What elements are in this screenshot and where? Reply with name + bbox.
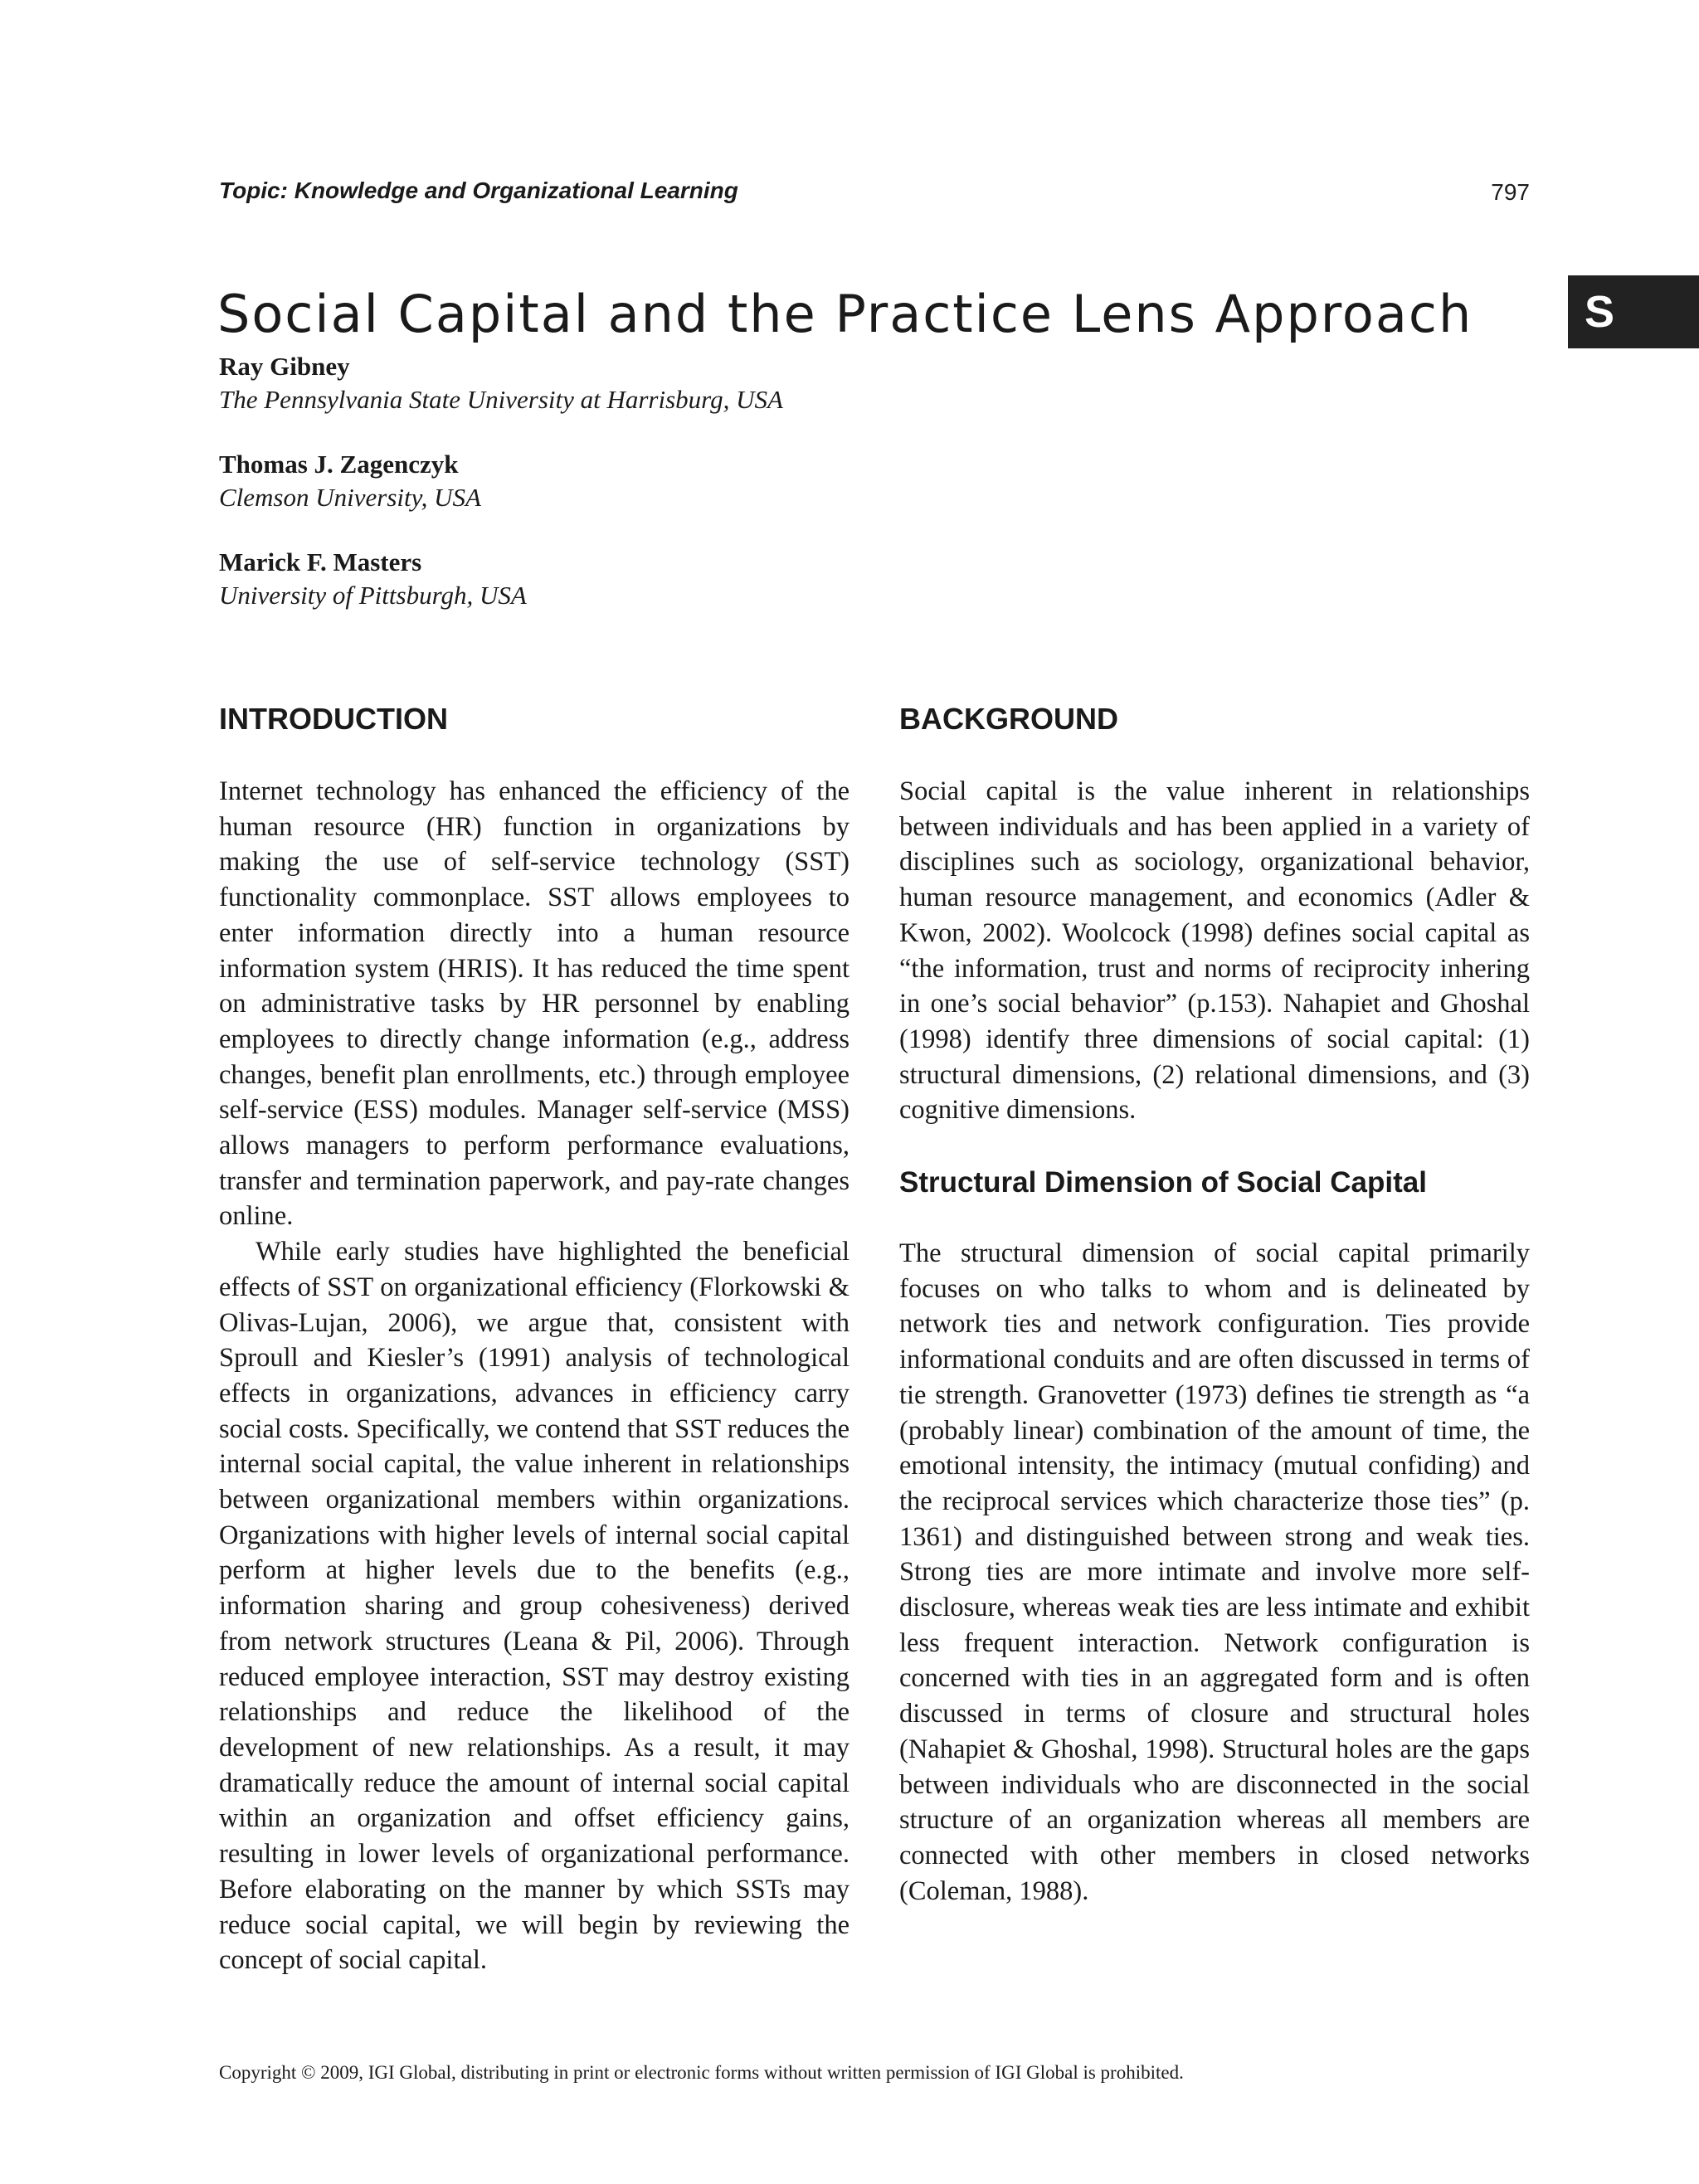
author-name: Ray Gibney: [219, 352, 350, 381]
introduction-paragraph-2: While early studies have highlighted the beneficial effects of SST on organizational efficiency (Florkowski & Olivas-Lujan, 2006), we argue that, consistent with Sproull and Kiesler’s (1991) analysis of technological effects in organizations, advances in efficiency carry social costs. Specifically, we contend that SST reduces the internal social capital, the value inherent in relationships between organizational members within organizations. Organizations with higher levels of internal social capital perform at higher levels due to the benefits (e.g., information sharing and group cohesiveness) derived from network structures (Leana & Pil, 2006). Through reduced employee interaction, SST may destroy existing relationships and reduce the likelihood of the development of new relationships. As a result, it may dramatically reduce the amount of internal social capital within an organization and offset efficiency gains, resulting in lower levels of organizational performance. Before elaborating on the manner by which SSTs may reduce social capital, we will begin by reviewing the concept of social capital.: [219, 1237, 850, 1976]
article-title: Social Capital and the Practice Lens Approach: [217, 283, 1473, 344]
author-block: [219, 448, 1049, 514]
background-heading: BACKGROUND: [899, 702, 1118, 736]
page-number: 797: [1491, 179, 1530, 205]
author-affiliation: The Pennsylvania State University at Harrisburg, USA: [219, 385, 783, 414]
background-paragraph-1: Social capital is the value inherent in relationships between individuals and has been applied in a variety of disciplines such as sociology, organizational behavior, human resource management, and economics (Adler & Kwon, 2002). Woolcock (1998) defines social capital as “the information, trust and norms of reciprocity inhering in one’s social behavior” (p.153). Nahapiet and Ghoshal (1998) identify three dimensions of social capital: (1) structural dimensions, (2) relational dimensions, and (3) cognitive dimensions.: [899, 776, 1530, 1126]
running-header-topic: Topic: Knowledge and Organizational Learning: [219, 178, 738, 203]
introduction-heading: INTRODUCTION: [219, 702, 448, 736]
author-block: [219, 546, 1049, 612]
author-affiliation: Clemson University, USA: [219, 483, 481, 512]
author-affiliation: University of Pittsburgh, USA: [219, 581, 527, 610]
copyright-notice: Copyright © 2009, IGI Global, distributing in print or electronic forms without written permission of IGI Global is prohibited.: [219, 2062, 1184, 2083]
author-name: Thomas J. Zagenczyk: [219, 450, 459, 479]
author-list: [219, 350, 1049, 644]
right-column: [899, 701, 1530, 1909]
background-paragraph-2: The structural dimension of social capital primarily focuses on who talks to whom and is delineated by network ties and network configuration. Ties provide informational conduits and are often discussed in terms of tie strength. Granovetter (1973) defines tie strength as “a (probably linear) combination of the amount of time, the emotional intensity, the intimacy (mutual confiding) and the reciprocal services which characterize those ties” (p. 1361) and distinguished between strong and weak ties. Strong ties are more intimate and involve more self-disclosure, whereas weak ties are less intimate and exhibit less frequent interaction. Network configuration is concerned with ties in an aggregated form and is often discussed in terms of closure and structural holes (Nahapiet & Ghoshal, 1998). Structural holes are the gaps between individuals who are disconnected in the social structure of an organization whereas all members are connected with other members in closed networks (Coleman, 1988).: [899, 1238, 1530, 1906]
section-letter-tab: S: [1568, 275, 1699, 348]
left-column: [219, 701, 850, 1978]
author-name: Marick F. Masters: [219, 547, 422, 576]
author-block: [219, 350, 1049, 416]
structural-dimension-subheading: Structural Dimension of Social Capital: [899, 1166, 1427, 1199]
introduction-paragraph-1: Internet technology has enhanced the efficiency of the human resource (HR) function in organizations by making the use of self-service technology (SST) functionality commonplace. SST allows employees to enter information directly into a human resource information system (HRIS). It has reduced the time spent on administrative tasks by HR personnel by enabling employees to directly change information (e.g., address changes, benefit plan enrollments, etc.) through employee self-service (ESS) modules. Manager self-service (MSS) allows managers to perform performance evaluations, transfer and termination paperwork, and pay-rate changes online.: [219, 776, 850, 1232]
